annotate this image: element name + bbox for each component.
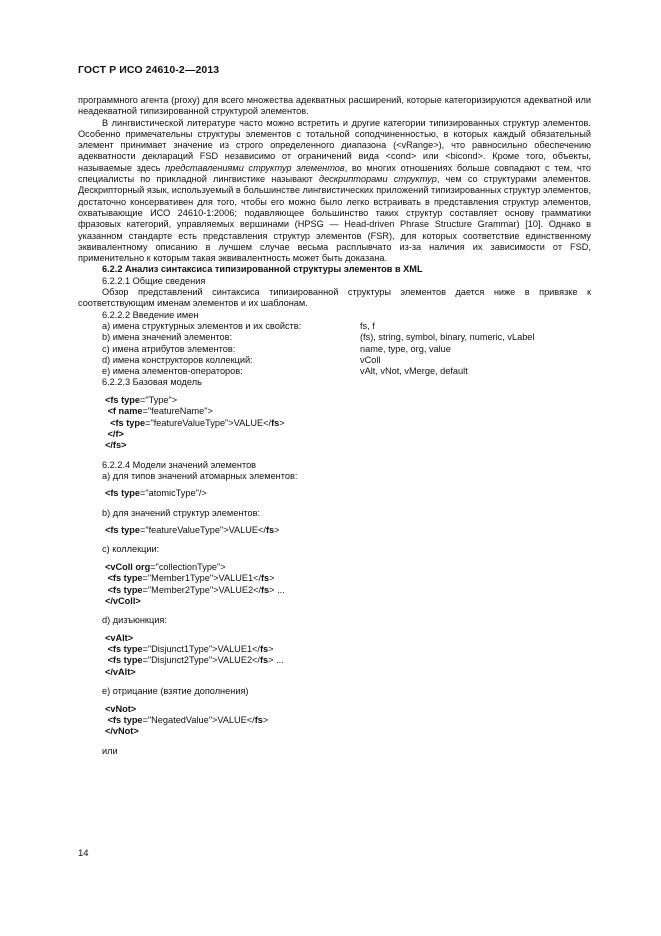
code-line: <fs type="Disjunct2Type">VALUE2</fs> ...	[107, 655, 284, 666]
subsection-heading: 6.2.2.4 Модели значений элементов	[102, 459, 257, 470]
code-line: <fs type="Member2Type">VALUE2</fs> ...	[107, 584, 285, 595]
list-item: c) имена атрибутов элементов: name, type, org, value	[102, 343, 451, 354]
page-number: 14	[78, 848, 89, 859]
document-body	[78, 95, 591, 757]
code-line: <fs type="Disjunct1Type">VALUE1</fs>	[107, 644, 274, 655]
code-line: <vAlt>	[105, 632, 134, 643]
code-line: <fs type="atomicType"/>	[105, 488, 207, 499]
list-item-label: d) дизъюнкция:	[102, 615, 167, 626]
subsection-heading: 6.2.2.2 Введение имен	[102, 309, 199, 320]
subsection-heading: 6.2.2.1 Общие сведения	[102, 275, 206, 286]
page-header: ГОСТ Р ИСО 24610-2—2013	[78, 64, 220, 76]
code-line: </vColl>	[105, 595, 141, 606]
section-heading-6-2-2: 6.2.2 Анализ синтаксиса типизированной структуры элементов в XML	[102, 264, 423, 275]
paragraph: программного агента (proxy) для всего множества адекватных расширений, которые категоризируются адекватной или неадекватной типизированной структурой элементов.	[78, 95, 591, 117]
list-item-label: c) коллекции:	[102, 544, 160, 555]
code-line: </f>	[107, 428, 124, 439]
code-line: </vNot>	[105, 726, 139, 737]
code-line: <vColl org="collectionType">	[105, 561, 226, 572]
paragraph: Обзор представлений синтаксиса типизированной структуры элементов дается ниже в привязке к соответствующим именам элементов и их шаблонам.	[78, 287, 591, 309]
code-line: <f name="featureName">	[107, 406, 213, 417]
code-line: <fs type="featureValueType">VALUE</fs>	[110, 417, 285, 428]
list-item-label: e) отрицание (взятие дополнения)	[102, 686, 249, 697]
code-line: <fs type="featureValueType">VALUE</fs>	[105, 525, 280, 536]
code-line: <fs type="NegatedValue">VALUE</fs>	[107, 715, 269, 725]
code-line: </vAlt>	[105, 666, 136, 677]
code-line: <fs type="Member1Type">VALUE1</fs>	[107, 573, 275, 584]
list-item-label: a) для типов значений атомарных элементов:	[102, 471, 298, 482]
list-item: b) имена значений элементов: (fs), string, symbol, binary, numeric, vLabel	[102, 332, 535, 343]
list-item-label: b) для значений структур элементов:	[102, 507, 261, 518]
list-item: e) имена элементов-операторов: vAlt, vNot, vMerge, default	[102, 366, 468, 377]
subsection-heading: 6.2.2.3 Базовая модель	[102, 377, 202, 388]
paragraph: или	[102, 745, 118, 756]
code-line: </fs>	[105, 440, 127, 451]
paragraph: В лингвистической литературе часто можно встретить и другие категории типизированных структур элементов. Особенно примечательны структуры элементов с тотальной соподчиненностью, в которых каждый обязательный элемент принимает значение из строго определенного диапазона (<vRange>), что равносильно обеспечению адекватности деклараций FSD независимо от ограничений вида <cond> или <bicond>. Кроме того, объекты, называемые здесь представлениями структур элементов, во многих отношениях больше совпадают с тем, что специалисты по прикладной лингвистике называют дескрипторами структур, чем со структурами элементов. Дескрипторный язык, используемый в большинстве лингвистических приложений типизированных структур элементов, достаточно консервативен для того, чтобы его можно было легко встраивать в представления структур элементов, охватывающие ИСО 24610-1:2006; подавляющее большинство таких структур составляет основу грамматики фразовых категорий, управляемых вершинами (HPSG — Head-driven Phrase Structure Grammar) [10]. Однако в указанном стандарте есть представления структур элементов (FSR), для которых соответствие единственному эквивалентному описанию в лучшем случае весьма расплывчато из-за наличия их зависимости от FSD, применительно к которым такая эквивалентность может быть доказана.	[78, 117, 592, 264]
list-item: a) имена структурных элементов и их свойств: fs, f	[102, 320, 375, 331]
list-item: d) имена конструкторов коллекций: vColl	[102, 354, 381, 365]
code-line: <vNot>	[105, 703, 137, 714]
code-line: <fs type="Type">	[105, 394, 178, 405]
